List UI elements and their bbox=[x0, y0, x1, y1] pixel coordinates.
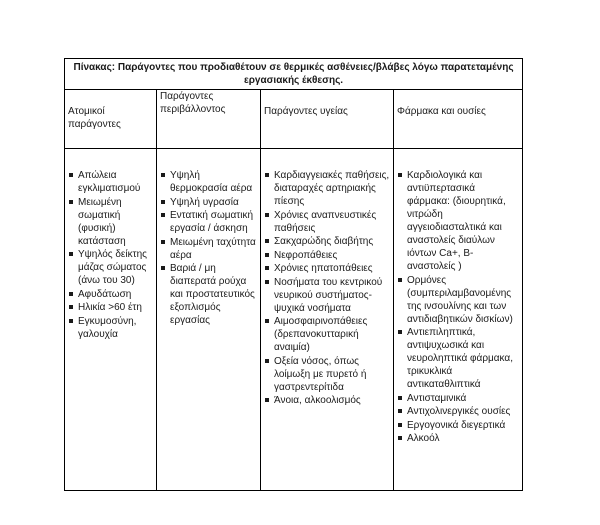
list-item: Νοσήματα του κεντρικού νευρικού συστήματος-ψυχικά νοσήματα bbox=[264, 276, 390, 315]
list-item: Υψηλή θερμοκρασία αέρα bbox=[160, 169, 257, 195]
environmental-factors-cell bbox=[157, 149, 261, 491]
health-factors-list bbox=[264, 169, 390, 407]
drugs-substances-list bbox=[397, 169, 519, 445]
list-item: Υψηλή υγρασία bbox=[160, 196, 257, 209]
list-item: Βαριά / μη διαπερατά ρούχα και προστατευτικός εξοπλισμός εργασίας bbox=[160, 262, 257, 327]
list-item: Αλκοόλ bbox=[397, 432, 519, 445]
list-item: Σακχαρώδης διαβήτης bbox=[264, 235, 390, 248]
table-title: Πίνακας: Παράγοντες που προδιαθέτουν σε θερμικές ασθένειες/βλάβες λόγω παρατεταμένης εργασιακής έκθεσης. bbox=[65, 59, 523, 90]
list-item: Απώλεια εγκλιματισμού bbox=[68, 169, 153, 195]
list-item: Αντισταμινικά bbox=[397, 392, 519, 405]
list-item: Ηλικία >60 έτη bbox=[68, 301, 153, 314]
individual-factors-list bbox=[68, 169, 153, 341]
list-item: Αντιεπιληπτικά, αντιψυχωσικά και νευροληπτικά φάρμακα, τρικυκλικά αντικαταθλιπτικά bbox=[397, 326, 519, 391]
body-row bbox=[65, 149, 523, 491]
list-item: Ορμόνες (συμπεριλαμβανομένης της ινσουλίνης και των αντιδιαβητικών δισκίων) bbox=[397, 274, 519, 326]
column-header-health-factors: Παράγοντες υγείας bbox=[261, 90, 394, 149]
list-item: Μειωμένη ταχύτητα αέρα bbox=[160, 236, 257, 262]
environmental-factors-list bbox=[160, 169, 257, 327]
list-item: Χρόνιες ηπατοπάθειες bbox=[264, 262, 390, 275]
list-item: Εγκυμοσύνη, γαλουχία bbox=[68, 315, 153, 341]
list-item: Υψηλός δείκτης μάζας σώματος (άνω του 30) bbox=[68, 248, 153, 287]
list-item: Χρόνιες αναπνευστικές παθήσεις bbox=[264, 209, 390, 235]
list-item: Οξεία νόσος, όπως λοίμωξη με πυρετό ή γαστρεντερίτιδα bbox=[264, 355, 390, 394]
list-item: Νεφροπάθειες bbox=[264, 249, 390, 262]
risk-factors-table bbox=[64, 58, 523, 491]
column-header-individual-factors: Ατομικοί παράγοντες bbox=[65, 90, 157, 149]
list-item: Καρδιαγγειακές παθήσεις, διαταραχές αρτηριακής πίεσης bbox=[264, 169, 390, 208]
list-item: Αιμοσφαιρινοπάθειες (δρεπανοκυτταρική αναιμία) bbox=[264, 315, 390, 354]
list-item: Αφυδάτωση bbox=[68, 288, 153, 301]
drugs-substances-cell bbox=[394, 149, 523, 491]
list-item: Εργογονικά διεγερτικά bbox=[397, 419, 519, 432]
health-factors-cell bbox=[261, 149, 394, 491]
list-item: Εντατική σωματική εργασία / άσκηση bbox=[160, 209, 257, 235]
list-item: Μειωμένη σωματική (φυσική) κατάσταση bbox=[68, 196, 153, 248]
header-row bbox=[65, 90, 523, 149]
list-item: Αντιχολινεργικές ουσίες bbox=[397, 405, 519, 418]
column-header-environmental-factors: Παράγοντες περιβάλλοντος bbox=[157, 90, 261, 149]
list-item: Άνοια, αλκοολισμός bbox=[264, 394, 390, 407]
list-item: Καρδιολογικά και αντιϋπερτασικά φάρμακα: (διουρητικά, νιτρώδη αγγειοδιασταλτικά και αναστολείς διαύλων ιόντων Ca+, Β-αναστολείς ) bbox=[397, 169, 519, 273]
column-header-drugs-substances: Φάρμακα και ουσίες bbox=[394, 90, 523, 149]
title-row bbox=[65, 59, 523, 90]
individual-factors-cell bbox=[65, 149, 157, 491]
